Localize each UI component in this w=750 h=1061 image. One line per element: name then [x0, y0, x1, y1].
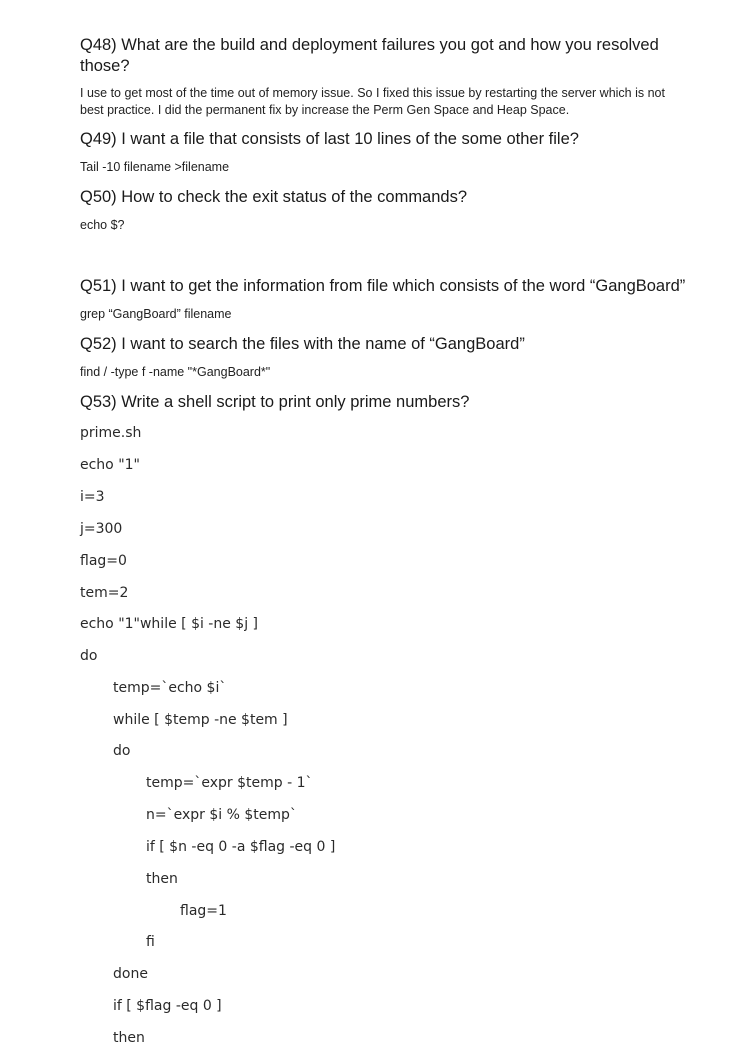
code-line: temp=`expr $temp - 1`: [146, 775, 313, 791]
question-q52: Q52) I want to search the files with the name of “GangBoard”: [80, 335, 525, 353]
code-line: j=300: [80, 521, 123, 537]
answer-q49: Tail -10 filename >filename: [80, 160, 230, 174]
code-line: temp=`echo $i`: [113, 680, 227, 696]
answer-q52: find / -type f -name "*GangBoard*": [80, 365, 271, 379]
code-line: fi: [146, 934, 155, 950]
question-q48-line1: Q48) What are the build and deployment failures you got and how you resolved: [80, 36, 659, 54]
question-q53: Q53) Write a shell script to print only prime numbers?: [80, 393, 470, 411]
code-line: prime.sh: [80, 425, 142, 441]
question-q50: Q50) How to check the exit status of the commands?: [80, 188, 468, 206]
code-line: echo "1": [80, 457, 140, 473]
answer-q48-line2: best practice. I did the permanent fix by increase the Perm Gen Space and Heap Space.: [80, 103, 570, 117]
code-line: i=3: [80, 489, 105, 505]
question-q51: Q51) I want to get the information from file which consists of the word “GangBoard”: [80, 277, 686, 295]
code-line: do: [80, 648, 98, 664]
code-line: flag=1: [180, 903, 227, 919]
question-q49: Q49) I want a file that consists of last 10 lines of the some other file?: [80, 130, 579, 148]
code-line: then: [146, 871, 178, 887]
question-q48-line2: those?: [80, 57, 130, 75]
code-line: do: [113, 743, 131, 759]
code-line: if [ $n -eq 0 -a $flag -eq 0 ]: [146, 839, 336, 855]
code-line: while [ $temp -ne $tem ]: [113, 712, 288, 728]
code-line: done: [113, 966, 148, 982]
code-line: echo "1"while [ $i -ne $j ]: [80, 616, 259, 632]
answer-q51: grep “GangBoard” filename: [80, 307, 232, 321]
answer-q48-line1: I use to get most of the time out of memory issue. So I fixed this issue by restarting the server which is not: [80, 86, 665, 100]
code-line: tem=2: [80, 585, 129, 601]
code-line: flag=0: [80, 553, 127, 569]
answer-q50: echo $?: [80, 218, 125, 232]
code-line: then: [113, 1030, 145, 1046]
code-line: if [ $flag -eq 0 ]: [113, 998, 222, 1014]
code-line: n=`expr $i % $temp`: [146, 807, 297, 823]
